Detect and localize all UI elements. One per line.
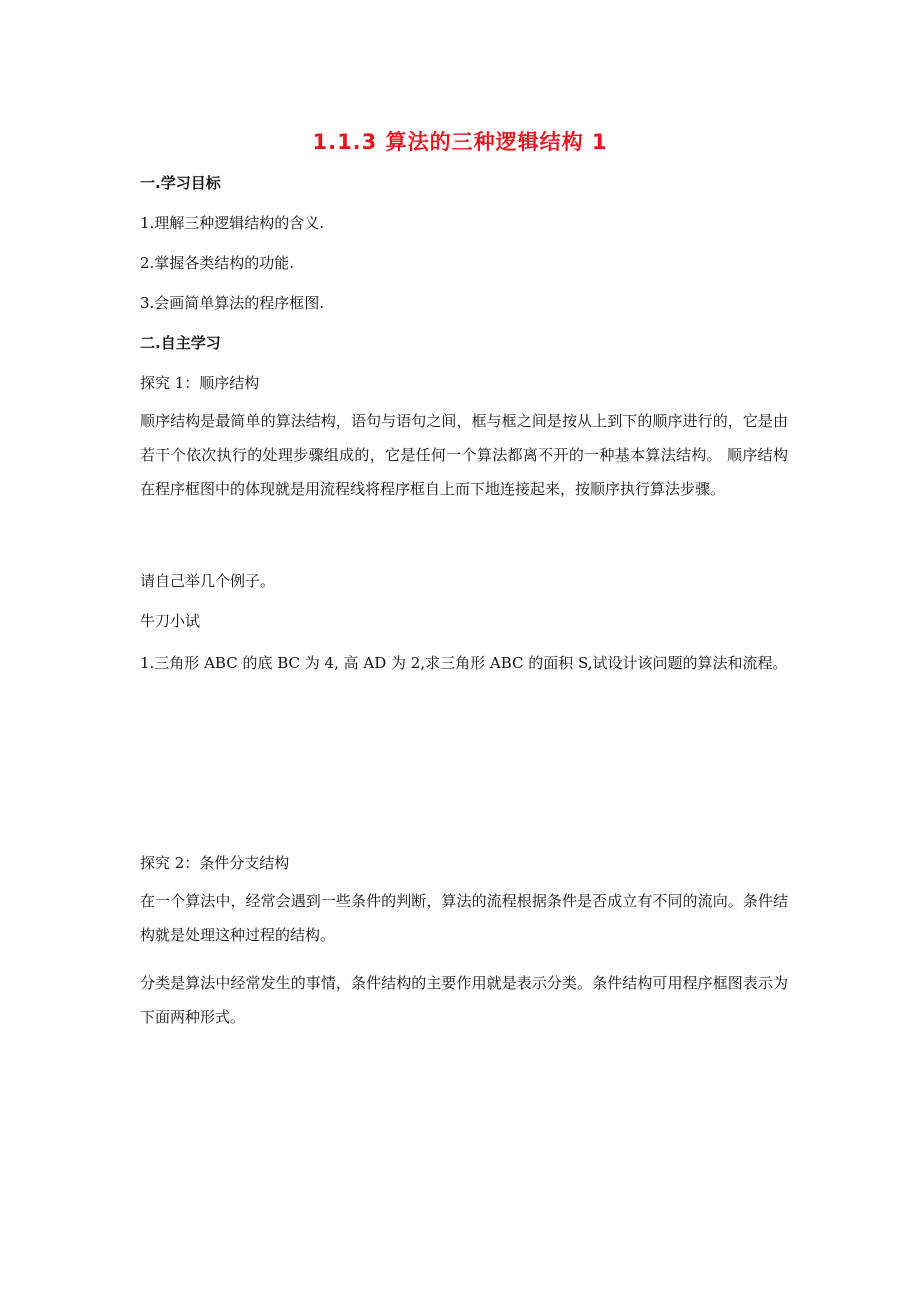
exercise-1: 1.三角形 ABC 的底 BC 为 4, 高 AD 为 2,求三角形 ABC 的面积 S,试设计该问题的算法和流程。 <box>140 654 788 672</box>
try-label: 牛刀小试 <box>140 612 201 630</box>
example-prompt: 请自己举几个例子。 <box>140 572 276 590</box>
explore-2-text-1: 在一个算法中，经常会遇到一些条件的判断，算法的流程根据条件是否成立有不同的流向。条件结构就是处理这种过程的结构。 <box>140 892 788 944</box>
page-title: 1.1.3 算法的三种逻辑结构 1 <box>312 130 608 154</box>
objective-item-1: 1.理解三种逻辑结构的含义. <box>140 214 325 232</box>
explore-2-label: 探究 2：条件分支结构 <box>140 854 290 872</box>
explore-1-text: 顺序结构是最简单的算法结构，语句与语句之间，框与框之间是按从上到下的顺序进行的，它是由若干个依次执行的处理步骤组成的，它是任何一个算法都离不开的一种基本算法结构。 顺序结构在程序框图中的体现就是用流程线将程序框自上而下地连接起来，按顺序执行算法步骤。 <box>140 412 788 498</box>
section-heading-objectives: 一.学习目标 <box>140 174 221 192</box>
explore-2-text-2: 分类是算法中经常发生的事情，条件结构的主要作用就是表示分类。条件结构可用程序框图表示为下面两种形式。 <box>140 974 788 1026</box>
explore-1-label: 探究 1：顺序结构 <box>140 374 260 392</box>
objective-item-2: 2.掌握各类结构的功能. <box>140 254 295 272</box>
section-heading-self-study: 二.自主学习 <box>140 334 221 352</box>
objective-item-3: 3.会画简单算法的程序框图. <box>140 294 325 312</box>
